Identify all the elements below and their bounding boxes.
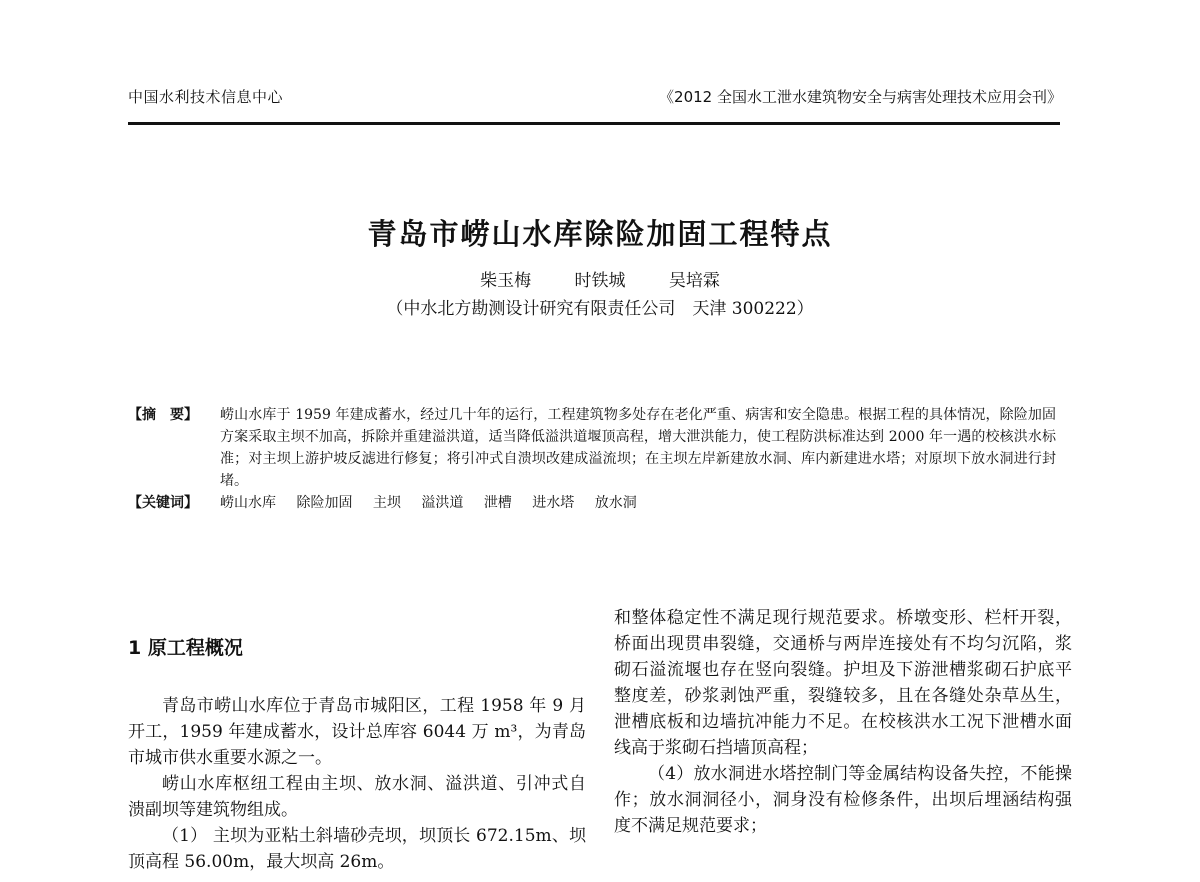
abstract-row (128, 404, 1056, 492)
section-heading: 1 原工程概况 (128, 637, 243, 659)
body-column-right (614, 605, 1072, 839)
paper-title: 青岛市崂山水库除险加固工程特点 (367, 217, 833, 251)
author-name: 吴培霖 (668, 271, 720, 291)
body-paragraph: （4）放水洞进水塔控制门等金属结构设备失控，不能操作；放水洞洞径小，洞身没有检修条件，出坝后埋涵结构强度不满足规范要求； (614, 764, 1072, 836)
author-name: 时铁城 (574, 271, 626, 291)
running-header-right: 《2012 全国水工泄水建筑物安全与病害处理技术应用会刊》 (659, 88, 1062, 106)
body-paragraph: 青岛市崂山水库位于青岛市城阳区，工程 1958 年 9 月开工，1959 年建成蓄水，设计总库容 6044 万 m³，为青岛市城市供水重要水源之一。 (128, 696, 586, 768)
keyword: 除险加固 (296, 495, 353, 511)
abstract-label: 【摘 要】 (128, 407, 198, 423)
body-column-left (128, 605, 586, 875)
body-paragraph: 崂山水库枢纽工程由主坝、放水洞、溢洪道、引冲式自溃副坝等建筑物组成。 (128, 774, 586, 820)
keyword: 溢洪道 (421, 495, 464, 511)
keyword: 放水洞 (594, 495, 637, 511)
keyword: 进水塔 (532, 495, 575, 511)
author-name: 柴玉梅 (480, 271, 532, 291)
header-rule (128, 122, 1060, 125)
body-paragraph: （1） 主坝为亚粘土斜墙砂壳坝，坝顶长 672.15m、坝顶高程 56.00m，最大坝高 26m。 (128, 826, 586, 872)
keywords-list (220, 492, 1056, 514)
keyword: 泄槽 (483, 495, 512, 511)
abstract-text: 崂山水库于 1959 年建成蓄水，经过几十年的运行，工程建筑物多处存在老化严重、病害和安全隐患。根据工程的具体情况，除险加固方案采取主坝不加高，拆除并重建溢洪道，适当降低溢洪道堰顶高程，增大泄洪能力，使工程防洪标准达到 2000 年一遇的校核洪水标准；对主坝上游护坡反滤进行修复；将引冲式自溃坝改建成溢流坝；在主坝左岸新建放水洞、库内新建进水塔；对原坝下放水洞进行封堵。 (220, 407, 1056, 489)
keyword: 崂山水库 (220, 495, 276, 511)
keywords-row (128, 492, 1056, 514)
running-header-left: 中国水利技术信息中心 (128, 88, 284, 106)
keyword: 主坝 (372, 495, 401, 511)
keywords-label: 【关键词】 (128, 495, 198, 511)
abstract-block (128, 404, 1056, 514)
author-list (0, 266, 1200, 291)
affiliation: （中水北方勘测设计研究有限责任公司 天津 300222） (386, 299, 814, 319)
body-paragraph: 和整体稳定性不满足现行规范要求。桥墩变形、栏杆开裂，桥面出现贯串裂缝，交通桥与两岸连接处有不均匀沉陷，浆砌石溢流堰也存在竖向裂缝。护坦及下游泄槽浆砌石护底平整度差，砂浆剥蚀严重，裂缝较多，且在各缝处杂草丛生，泄槽底板和边墙抗冲能力不足。在校核洪水工况下泄槽水面线高于浆砌石挡墙顶高程； (614, 608, 1072, 758)
